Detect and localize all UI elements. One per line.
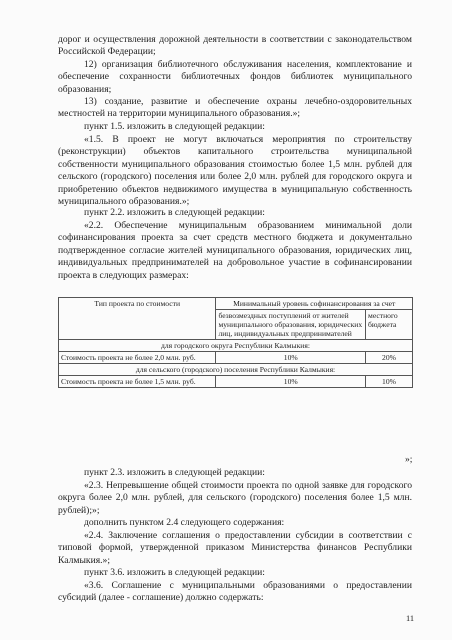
table-subheader-local-budget: местного бюджета: [366, 310, 413, 340]
paragraph-point-2-2: «2.2. Обеспечение муниципальным образованием минимальной доли софинансирования проекта за счет средств местного бюджета и документально подтвержденное согласие жителей муниципального образования, юридических лиц, индивидуальных предпринимателей на добровольное участие в софинансировании проекта в следующих размерах:: [58, 220, 412, 281]
page-number: 11: [406, 614, 415, 623]
table-cell-project-type: Стоимость проекта не более 2,0 млн. руб.: [59, 352, 216, 364]
paragraph-point-2-3: «2.3. Непревышение общей стоимости проекта по одной заявке для городского округа более 2,0 млн. рублей, для сельского (городского) поселения более 1,5 млн. рублей);»;: [58, 480, 412, 516]
paragraph-roads: дорог и осуществления дорожной деятельности в соответствии с законодательством Российской Федерации;: [58, 34, 412, 58]
table-header-project-type: Тип проекта по стоимости: [59, 298, 216, 340]
table-section-row: [59, 364, 413, 376]
table-header-row: [59, 298, 413, 310]
table-section-city-district: для городского округа Республики Калмыкия:: [59, 340, 413, 352]
paragraph-point-1-5-intro: пункт 1.5. изложить в следующей редакции:: [84, 121, 265, 132]
paragraph-item-12: 12) организация библиотечного обслуживания населения, комплектование и обеспечение сохранности библиотечных фондов библиотек муниципального образования;: [58, 59, 412, 95]
table-closing-quote: »;: [405, 454, 413, 465]
paragraph-point-3-6: «3.6. Соглашение с муниципальными образованиями о предоставлении субсидий (далее - соглашение) должно содержать:: [58, 580, 412, 604]
table-cell-donations: 10%: [216, 352, 366, 364]
table-subheader-donations: безвозмездных поступлений от жителей муниципального образования, юридических лиц, индивидуальных предпринимателей: [216, 310, 366, 340]
table-section-row: [59, 340, 413, 352]
paragraph-point-3-6-intro: пункт 3.6. изложить в следующей редакции:: [84, 567, 265, 578]
table-cell-project-type: Стоимость проекта не более 1,5 млн. руб.: [59, 376, 216, 388]
table-row: [59, 352, 413, 364]
paragraph-point-2-4-intro: дополнить пунктом 2.4 следующего содержания:: [84, 517, 285, 528]
paragraph-point-2-3-intro: пункт 2.3. изложить в следующей редакции:: [84, 467, 265, 478]
paragraph-point-2-4: «2.4. Заключение соглашения о предоставлении субсидии в соответствии с типовой формой, утвержденной приказом Министерства финансов Республики Калмыкия.»;: [58, 530, 412, 566]
table-cell-local-budget: 10%: [366, 376, 413, 388]
table-row: [59, 376, 413, 388]
table-header-min-level: Минимальный уровень софинансирования за счет: [216, 298, 413, 310]
table-cell-donations: 10%: [216, 376, 366, 388]
paragraph-item-13: 13) создание, развитие и обеспечение охраны лечебно-оздоровительных местностей на территории муниципального образования.»;: [58, 96, 412, 120]
cofinancing-table: [58, 297, 413, 388]
paragraph-point-1-5: «1.5. В проект не могут включаться мероприятия по строительству (реконструкции) объектов капитального строительства муниципальной собственности муниципального образования стоимостью более 1,5 млн. рублей для сельского (городского) поселения или более 2,0 млн. рублей для городского округа и приобретению объектов недвижимого имущества в муниципальную собственность муниципального образования.»;: [58, 134, 412, 208]
table-section-rural-settlement: для сельского (городского) поселения Республики Калмыкия:: [59, 364, 413, 376]
paragraph-point-2-2-intro: пункт 2.2. изложить в следующей редакции:: [84, 207, 265, 218]
table-cell-local-budget: 20%: [366, 352, 413, 364]
